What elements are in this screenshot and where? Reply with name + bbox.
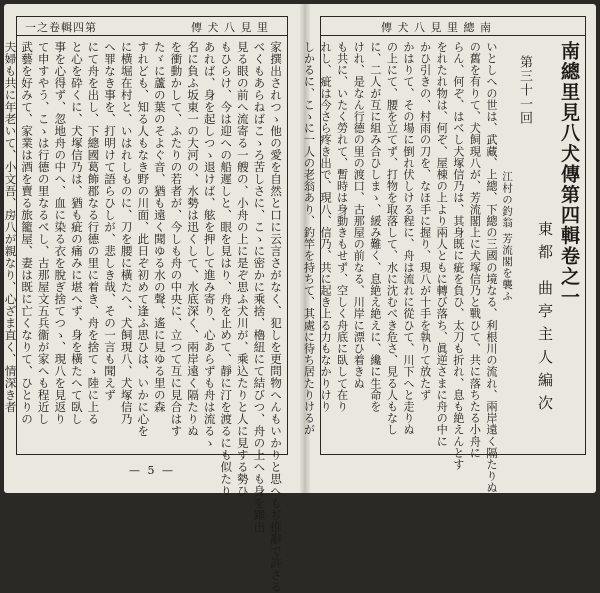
text-column: に、二人が互に組み合ひしまゝ、緩み難く、息絶え絶えに、纔に生命を <box>368 41 382 413</box>
text-column: かはりて、その場に倒れ伏しける程に、舟は流れに從ひて、川下へと走りぬ <box>402 41 416 436</box>
right-page-body-text <box>302 41 581 494</box>
text-column: 家撰出されつゝ他の愛を自然と口に云言さがなく、犯しを更問物へんもいかりと思へもぢ推辭で許さる <box>269 41 283 593</box>
text-column: すれども、知る人もなき野の川面、此日ぞ初めて逢ふ思ひは、いかに心を <box>136 41 151 437</box>
text-column: て申すやう、こゝは行德の里なるべし、古那屋文五兵衞が家へも程近し <box>36 41 51 425</box>
text-column: べくもあらねばこゝろ苦しさに、こゝに密かに乘捨、櫓紐にて結びつ、舟の上へも身を躍出 <box>252 41 267 533</box>
text-column: へ罪なき事を、打明けて語らひしが、悲しき哉、その一言も聞えず <box>103 41 118 401</box>
left-page-number: — 5 — <box>129 464 175 477</box>
left-page-frame <box>3 16 288 593</box>
left-page <box>3 4 300 593</box>
text-column: の上にて、腰を立てず、打物を取落して、水に沈むべき危さ、見る人もなし <box>385 41 399 436</box>
right-page <box>302 4 596 494</box>
text-column: をれたれ物は、何ぞ、屋棟の上より兩人ともに轉び落ち、眞逆さまに舟の中に <box>435 41 449 447</box>
right-page-running-title: 傳 犬 八 見 里 總 南 <box>381 21 492 34</box>
text-column: と心を砕くに、犬塚信乃は、猶も疵の痛みに堪へず、身を橫たへて臥し <box>69 41 84 425</box>
text-column: 見る眼の前へ流寄る一艘の、小舟の上に是ぞ思ふ犬川が、乘込たりと人に見する勢ひ <box>235 41 250 497</box>
text-column: しかるに、こゝに一人の老翁あり、釣竿を持ちて、其處に待ち居たりけるが <box>302 41 316 436</box>
left-page-header-rule <box>17 35 287 36</box>
text-column: 事を心得ず、忽地舟の中へ、血に染る衣を脫ぎ捨てつゝ、現八を見返り <box>53 41 68 425</box>
text-column: らん、何ぞ、はべし犬塚信乃は、其身既に疵を負ひ、太刀も折れ、息も絶えんとす <box>451 41 465 471</box>
left-page-running-title: 傳 犬 八 見 里 <box>191 21 269 34</box>
left-page-chapter-header: 一之卷輯四第 <box>25 21 97 34</box>
text-column: れし、疵は今さら疼き出で、現八、信乃、共に起き上る力もなかりけり <box>319 41 333 413</box>
text-column <box>0 41 1 448</box>
author-line: 東都 曲亭主人編次 <box>536 221 554 418</box>
text-column: 名に負ふ坂東一の大河の、水勢は迅くして、水底深く、兩岸遠く隔たりぬ <box>186 41 201 437</box>
chapter-subtitle: 江村の釣翁 芳流閣を襲ふ <box>501 171 513 302</box>
right-page-header-rule <box>321 35 585 36</box>
text-column: あれば、身を起しつゝ退けば、舷を押して進み寄り、心あらずも舟は流るゝ <box>202 41 217 449</box>
book-spread <box>3 4 596 593</box>
text-column: たゞに蘆の葉のそよぐ音、猶も遠く聞ゆる水の聲、遙に見ゆる里の森 <box>152 41 167 413</box>
text-column: けれ、是なん行德の里の渡口、古那屋の前なる、川岸に漂ひ着きぬ <box>352 41 366 389</box>
text-column: も共に、いたく勞れて、暫時は身動きもせず、空しく舟底に臥して在り <box>335 41 349 413</box>
text-column: 夫婦も共に年老いて、小文吾、房八が親なり、心ざま直く、情深き者 <box>3 41 18 413</box>
text-column: もひらけ、今は迎への船遲しと、眼を見はり、舟を止めて、靜に汀を渡るにも似たり <box>219 41 234 497</box>
text-column: の舊を有りて、犬飼現八が、芳流閣上に犬塚信乃と戰ひて、共に落ちたる小舟に <box>468 41 482 459</box>
left-page-body-text <box>3 41 283 593</box>
right-page-frame <box>302 16 586 494</box>
book-title: 南總里見八犬傳第四輯卷之一 <box>558 41 580 308</box>
text-column: かひ引きの、村雨の刀を、なほ手に握り、現八が十手を執りて放たず <box>418 41 432 401</box>
chapter-heading: 第三十一回 <box>517 55 532 125</box>
text-column: 武藝を好みて、家業は酒を賣る旅籠屋、妻は既に亡くなりて、ひとりの <box>20 41 35 425</box>
text-column: に横堀在村と、いはれしものに、刀を腰に橫たへ、犬飼現八、犬塚信乃 <box>119 41 134 425</box>
text-column: を衝動かして、ふたりの若者が、今しも舟の中央に、立つて互に見合はす <box>169 41 184 437</box>
text-column: にて舟を出し、下總國葛飾郡なる行德の里に着き、舟を捨てゝ陸に上る <box>86 41 101 425</box>
text-column: いとしへの世は、武藏、上總、下總の三國の境なる、利根川の流れ、兩岸遠く隔たりぬ <box>485 41 498 494</box>
